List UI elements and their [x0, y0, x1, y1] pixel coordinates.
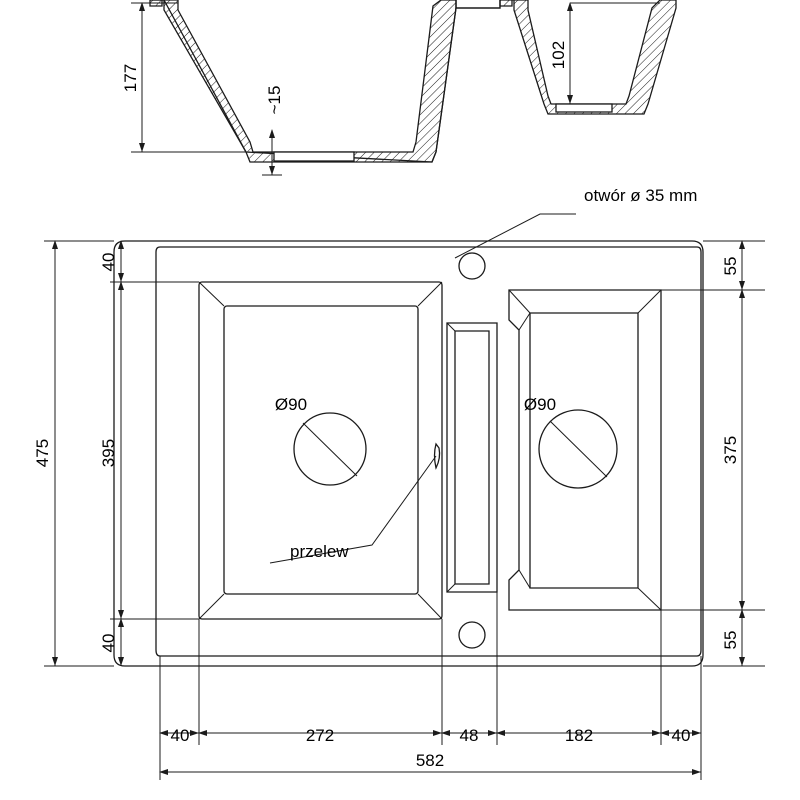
- sink-outer-outline: [114, 241, 703, 666]
- dim-inner-height-label: 395: [99, 438, 118, 468]
- section-right-drain-plate: [556, 104, 612, 112]
- dim-left-margin-label: 40: [170, 726, 190, 745]
- section-rim-between: [456, 0, 500, 8]
- hole-note-label: otwór ø 35 mm: [584, 186, 698, 205]
- section-right-bowl-wall: [500, 0, 676, 114]
- top-view: [114, 241, 703, 666]
- dim-right-top-margin-label: 55: [721, 256, 740, 276]
- left-dimensions: [33, 241, 199, 666]
- dim-total-height-label: 475: [33, 438, 52, 468]
- bottom-dimensions: [160, 592, 701, 780]
- dim-top-margin-label: 40: [99, 252, 118, 272]
- center-channel: [435, 323, 498, 592]
- dim-right-margin-label: 40: [671, 726, 691, 745]
- right-bowl-inner: [530, 313, 638, 588]
- center-channel-inner: [455, 331, 489, 584]
- section-left-drain-plate: [274, 152, 354, 161]
- tap-hole-bottom: [459, 622, 485, 648]
- tap-hole-top: [459, 253, 485, 279]
- hole-note-leader: [455, 214, 576, 258]
- dim-depth-small-label: 102: [549, 40, 568, 70]
- dim-total-width-label: 582: [415, 751, 445, 770]
- left-bowl: [199, 282, 442, 619]
- section-view: [121, 0, 676, 175]
- right-bowl: [509, 290, 661, 610]
- overflow-slot: [435, 444, 440, 468]
- dim-depth-main-label: 177: [121, 63, 140, 93]
- right-drain-label: Ø90: [523, 395, 557, 414]
- dim-wall-thickness-label: ~15: [265, 85, 284, 115]
- dim-right-inner-height-label: 375: [721, 435, 740, 465]
- notes: [270, 186, 697, 563]
- right-drain-diagonal: [550, 421, 607, 477]
- left-drain-diagonal: [303, 423, 357, 476]
- left-drain-label: Ø90: [274, 395, 308, 414]
- right-dimensions: [661, 241, 765, 666]
- dim-bowl-left-width-label: 272: [305, 726, 335, 745]
- left-bowl-outer: [199, 282, 442, 619]
- dim-bowl-right-width-label: 182: [564, 726, 594, 745]
- overflow-note-label: przelew: [290, 542, 349, 561]
- section-left-bowl-wall: [150, 0, 456, 162]
- dim-middle-gap-label: 48: [459, 726, 479, 745]
- dim-bottom-margin-label: 40: [99, 633, 118, 653]
- section-left-contour: [150, 0, 456, 162]
- dim-right-bottom-margin-label: 55: [721, 630, 740, 650]
